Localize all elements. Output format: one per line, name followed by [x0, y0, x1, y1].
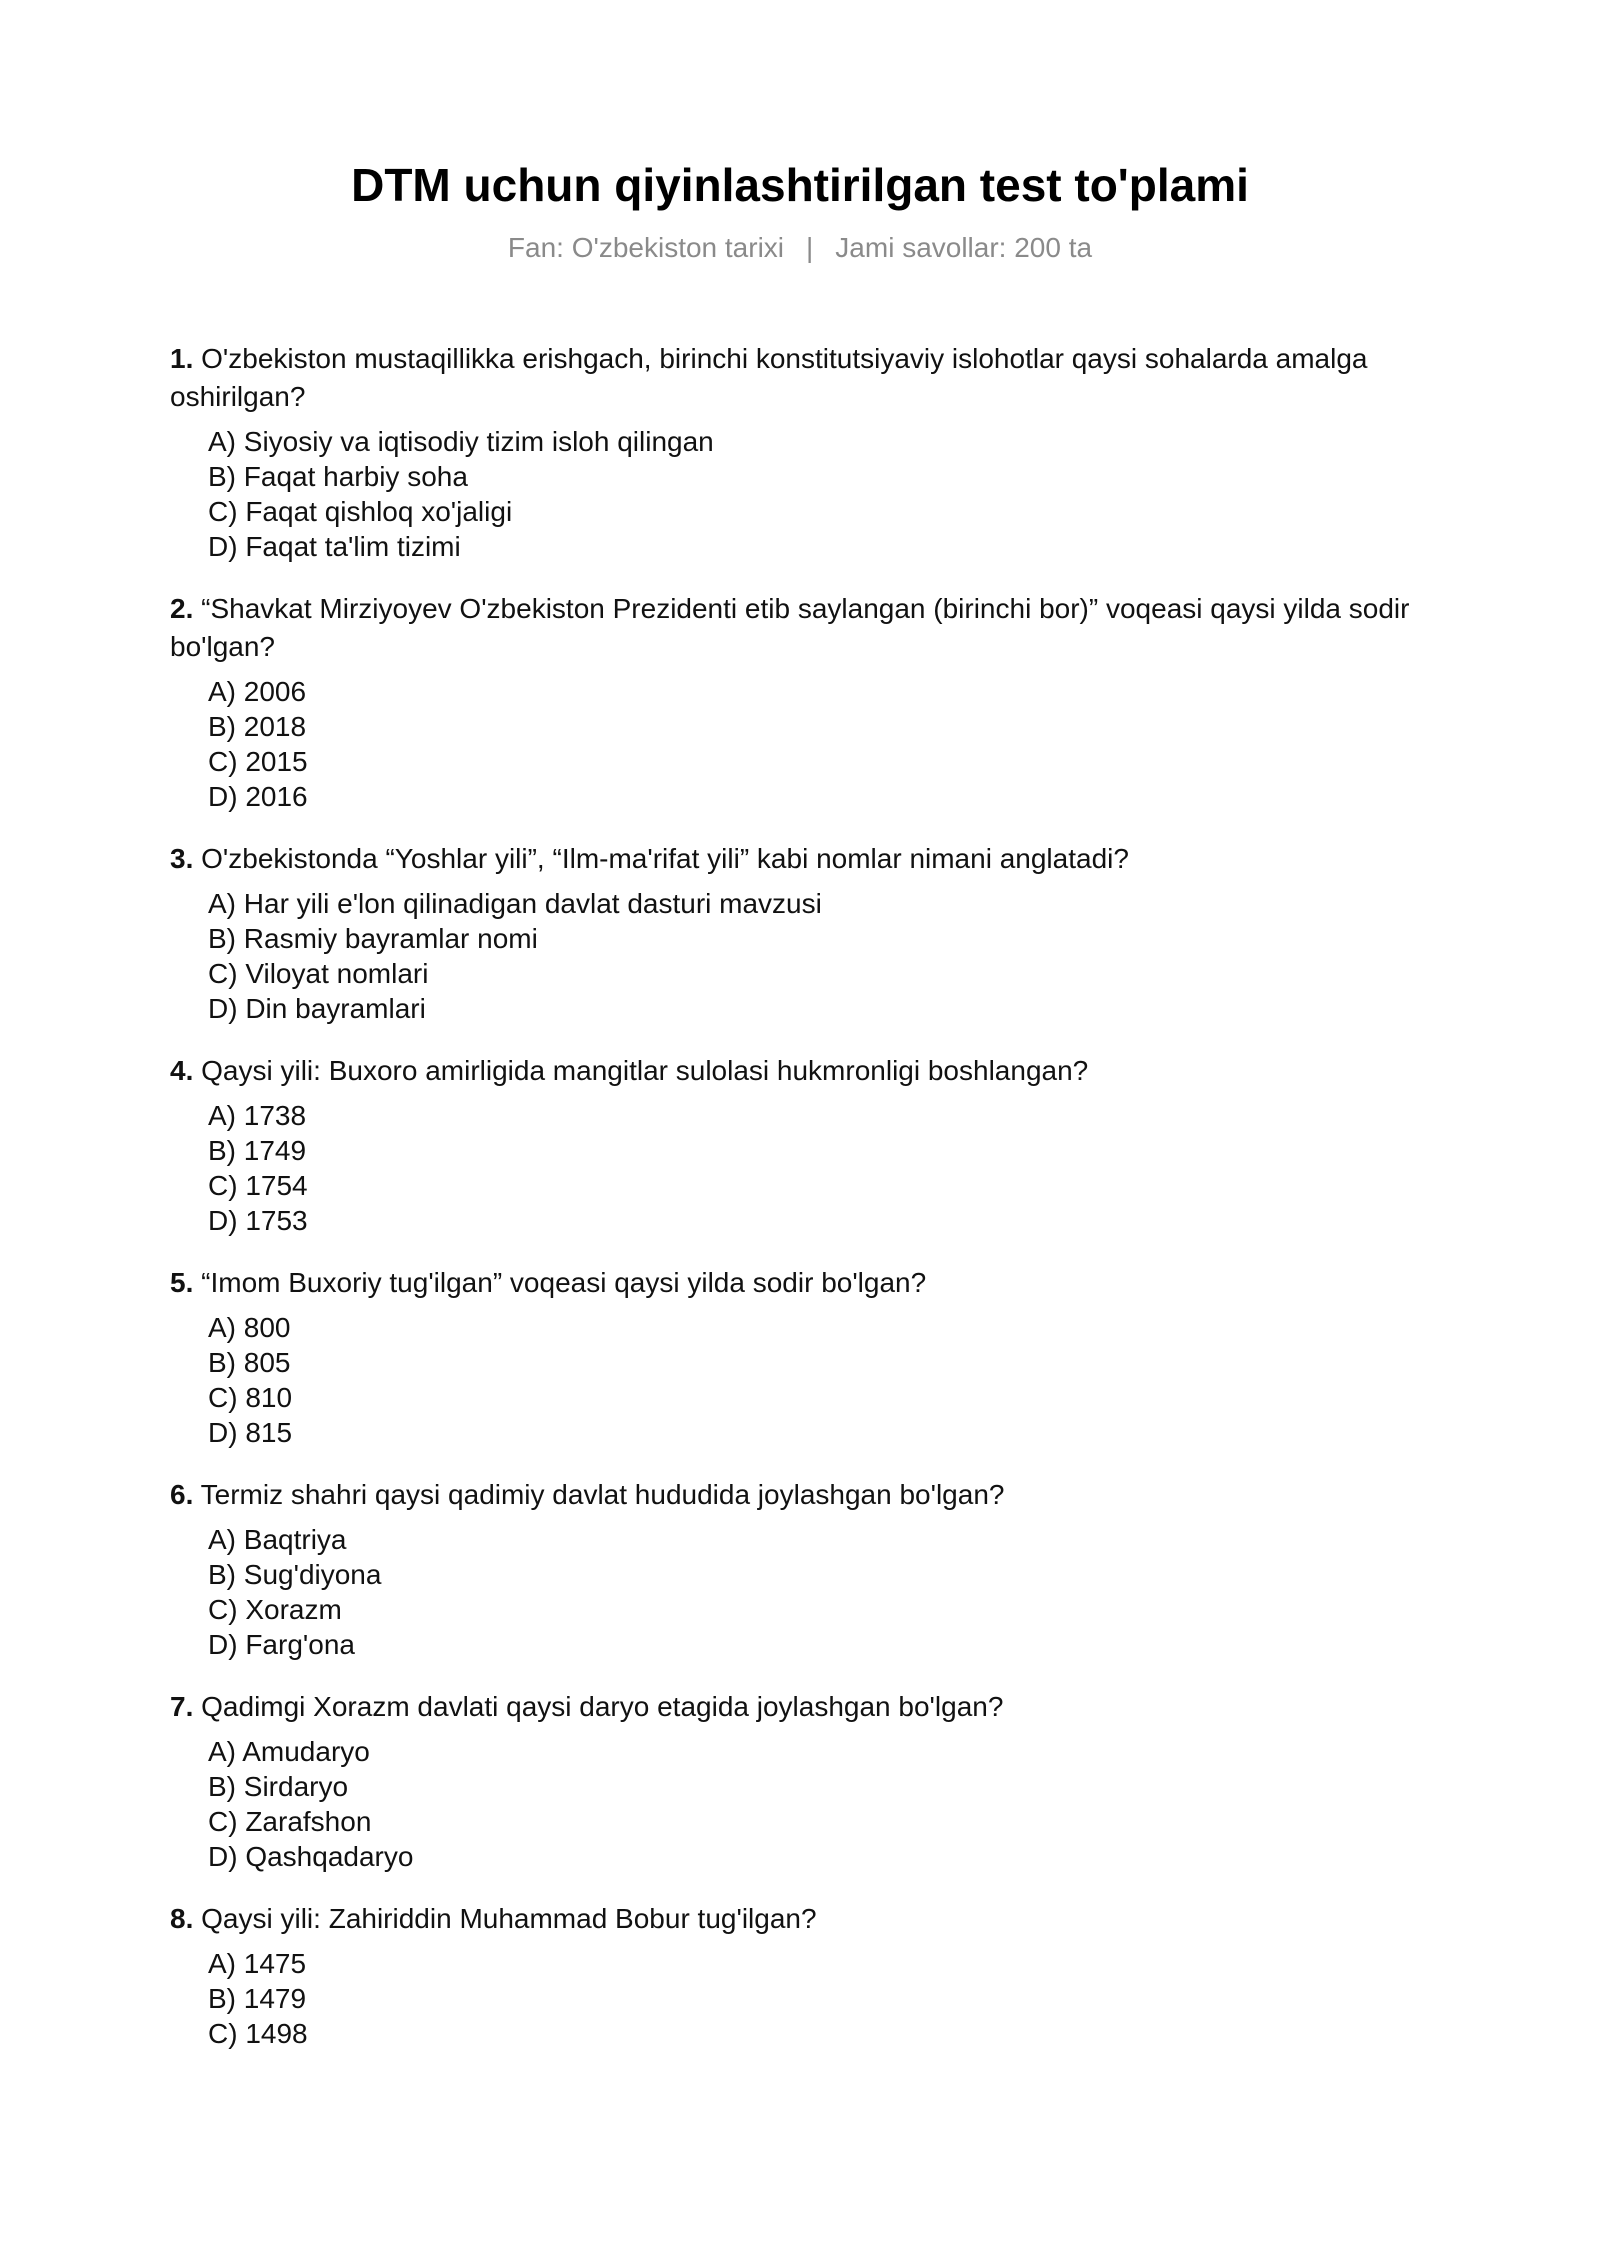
question-text [170, 1688, 1460, 1726]
answer-option: B) Sug'diyona [208, 1559, 382, 1590]
answer-options [170, 886, 1460, 1026]
question-number: 5. [170, 1267, 194, 1298]
question-body: Qaysi yili: Buxoro amirligida mangitlar sulolasi hukmronligi boshlangan? [201, 1055, 1089, 1086]
answer-option: B) Sirdaryo [208, 1771, 349, 1802]
question-number: 3. [170, 843, 194, 874]
answer-option: B) 1749 [208, 1135, 307, 1166]
question-number: 7. [170, 1691, 194, 1722]
question-body: O'zbekistonda “Yoshlar yili”, “Ilm-ma'rifat yili” kabi nomlar nimani anglatadi? [201, 843, 1129, 874]
answer-option: D) 1753 [208, 1205, 308, 1236]
answer-options [170, 1522, 1460, 1662]
answer-option: A) 1738 [208, 1100, 307, 1131]
answer-option: C) Faqat qishloq xo'jaligi [208, 496, 513, 527]
answer-option: D) Qashqadaryo [208, 1841, 414, 1872]
question-list [170, 340, 1460, 2077]
answer-option: B) 2018 [208, 711, 307, 742]
answer-option: C) 1754 [208, 1170, 308, 1201]
answer-option: D) 815 [208, 1417, 293, 1448]
answer-options [170, 1734, 1460, 1874]
total-questions-label: Jami savollar: 200 ta [835, 232, 1093, 263]
question-number: 6. [170, 1479, 194, 1510]
answer-option: D) Din bayramlari [208, 993, 426, 1024]
answer-option: B) 805 [208, 1347, 291, 1378]
answer-option: C) 810 [208, 1382, 293, 1413]
question-item [170, 1900, 1460, 2051]
answer-option: D) Faqat ta'lim tizimi [208, 531, 461, 562]
question-number: 2. [170, 593, 194, 624]
question-item [170, 1052, 1460, 1238]
question-text [170, 590, 1460, 666]
answer-option: A) 800 [208, 1312, 291, 1343]
question-text [170, 340, 1460, 416]
question-text [170, 1476, 1460, 1514]
question-number: 4. [170, 1055, 194, 1086]
question-body: “Imom Buxoriy tug'ilgan” voqeasi qaysi yilda sodir bo'lgan? [201, 1267, 927, 1298]
answer-option: C) Viloyat nomlari [208, 958, 429, 989]
question-item [170, 1476, 1460, 1662]
answer-option: A) Har yili e'lon qilinadigan davlat dasturi mavzusi [208, 888, 822, 919]
answer-option: B) 1479 [208, 1983, 307, 2014]
answer-options [170, 1310, 1460, 1450]
answer-option: D) 2016 [208, 781, 308, 812]
question-body: Qadimgi Xorazm davlati qaysi daryo etagida joylashgan bo'lgan? [201, 1691, 1004, 1722]
question-number: 8. [170, 1903, 194, 1934]
subtitle [0, 228, 1600, 268]
question-body: Qaysi yili: Zahiriddin Muhammad Bobur tug'ilgan? [201, 1903, 817, 1934]
question-text [170, 840, 1460, 878]
question-body: Termiz shahri qaysi qadimiy davlat hududida joylashgan bo'lgan? [200, 1479, 1005, 1510]
answer-option: A) Siyosiy va iqtisodiy tizim isloh qilingan [208, 426, 714, 457]
answer-option: C) 1498 [208, 2018, 308, 2049]
answer-options [170, 1098, 1460, 1238]
answer-options [170, 674, 1460, 814]
question-item [170, 1688, 1460, 1874]
question-item [170, 340, 1460, 564]
question-item [170, 590, 1460, 814]
answer-options [170, 1946, 1460, 2051]
answer-option: A) 2006 [208, 676, 307, 707]
question-number: 1. [170, 343, 194, 374]
question-body: O'zbekiston mustaqillikka erishgach, birinchi konstitutsiyaviy islohotlar qaysi sohalarda amalga oshirilgan? [170, 343, 1368, 412]
answer-option: D) Farg'ona [208, 1629, 355, 1660]
answer-option: C) 2015 [208, 746, 308, 777]
question-text [170, 1264, 1460, 1302]
answer-option: C) Zarafshon [208, 1806, 372, 1837]
question-text [170, 1052, 1460, 1090]
question-item [170, 1264, 1460, 1450]
question-body: “Shavkat Mirziyoyev O'zbekiston Prezidenti etib saylangan (birinchi bor)” voqeasi qaysi yilda sodir bo'lgan? [170, 593, 1410, 662]
question-text [170, 1900, 1460, 1938]
answer-option: B) Faqat harbiy soha [208, 461, 468, 492]
page-title: DTM uchun qiyinlashtirilgan test to'plami [351, 159, 1249, 211]
answer-option: A) Amudaryo [208, 1736, 370, 1767]
answer-option: A) Baqtriya [208, 1524, 347, 1555]
question-item [170, 840, 1460, 1026]
subtitle-separator: | [806, 232, 814, 263]
document-header [0, 150, 1600, 268]
subject-label: Fan: O'zbekiston tarixi [507, 232, 785, 263]
answer-option: C) Xorazm [208, 1594, 342, 1625]
answer-options [170, 424, 1460, 564]
answer-option: B) Rasmiy bayramlar nomi [208, 923, 538, 954]
answer-option: A) 1475 [208, 1948, 307, 1979]
